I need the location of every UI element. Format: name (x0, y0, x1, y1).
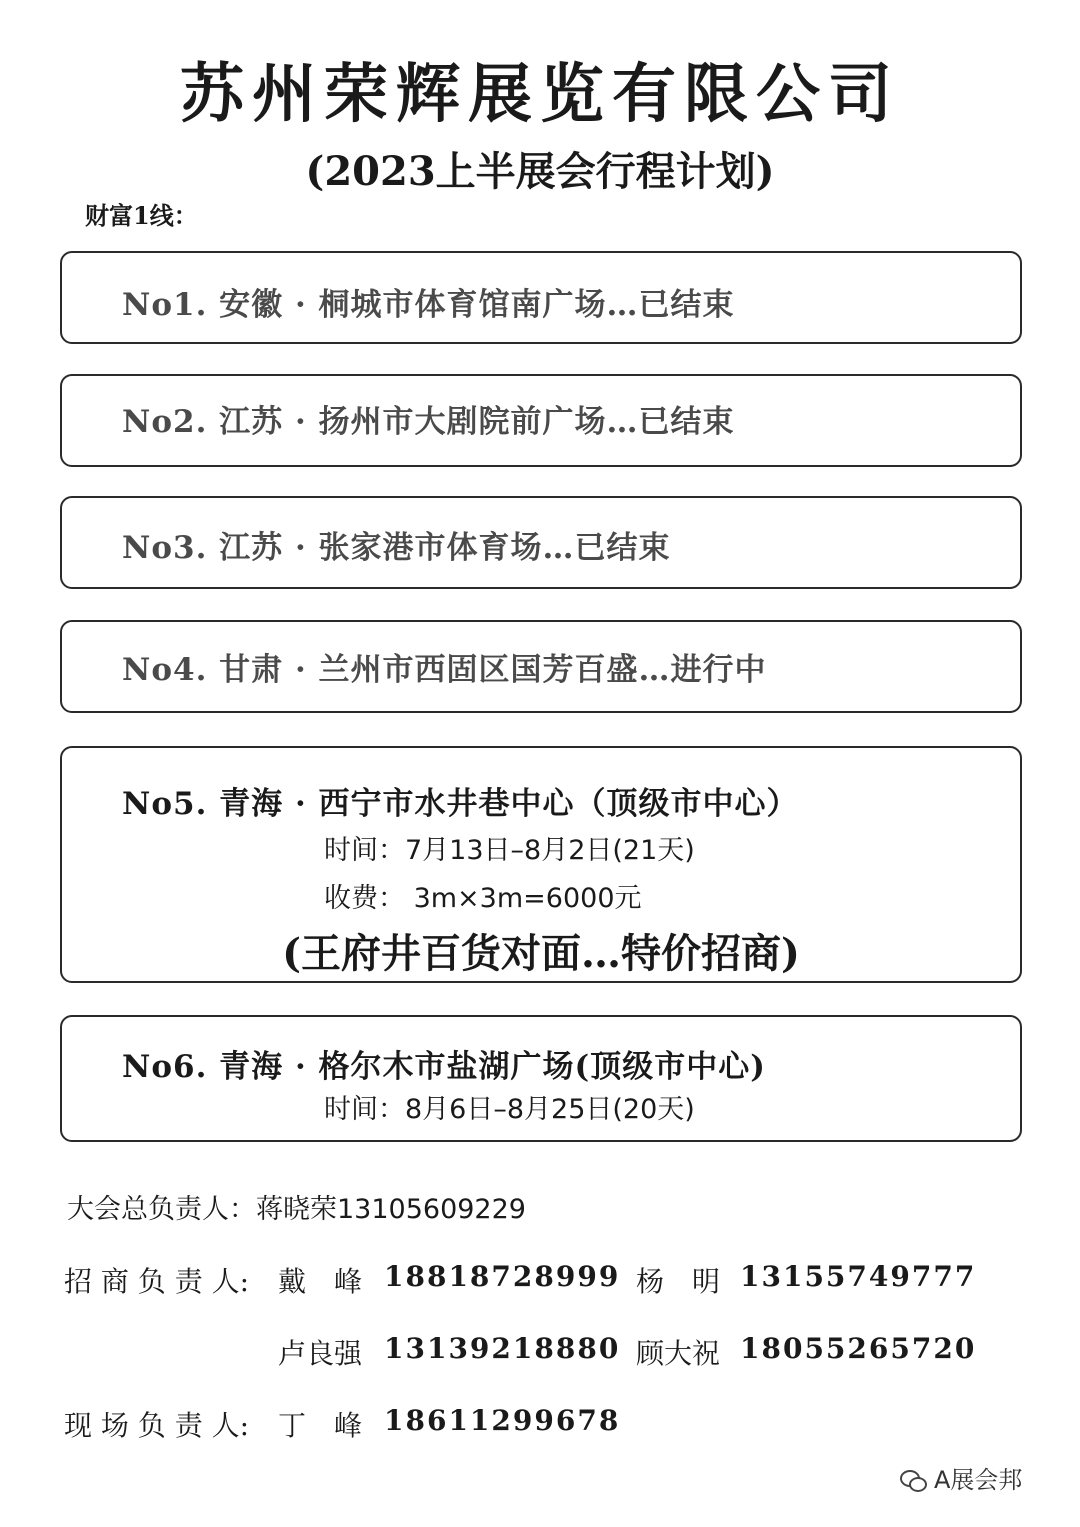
general-manager-label: 大会总负责人： (67, 1194, 256, 1225)
event-title: No2. 江苏 · 扬州市大剧院前广场…已结束 (122, 404, 735, 440)
watermark (900, 1460, 1022, 1495)
event-card-1 (60, 251, 1022, 344)
investment-contact-phone: 13139218880 (384, 1332, 621, 1365)
investment-contact-phone: 13155749777 (740, 1260, 977, 1293)
event-card-2 (60, 374, 1022, 467)
route-label: 财富1线： (85, 201, 198, 230)
schedule-subtitle: (2023上半展会行程计划) (305, 148, 775, 195)
investment-contact-name: 卢良强 (278, 1337, 363, 1370)
event-title: No5. 青海 · 西宁市水井巷中心（顶级市中心） (122, 786, 799, 822)
wechat-icon (900, 1470, 928, 1492)
event-promo: (王府井百货对面…特价招商) (282, 930, 800, 977)
event-card-6 (60, 1015, 1022, 1142)
event-time: 时间：8月6日–8月25日(20天) (324, 1094, 695, 1125)
onsite-label: 现 场 负 责 人: (64, 1409, 250, 1442)
investment-contact-phone: 18055265720 (740, 1332, 977, 1365)
event-card-4 (60, 620, 1022, 713)
event-card-5 (60, 746, 1022, 983)
watermark-text: A展会邦 (934, 1466, 1023, 1494)
investment-contact-name: 戴 峰 (278, 1265, 363, 1298)
general-manager-phone: 13105609229 (337, 1194, 526, 1225)
event-time: 时间：7月13日–8月2日(21天) (324, 835, 695, 866)
investment-label: 招 商 负 责 人: (64, 1265, 250, 1298)
onsite-contact-phone: 18611299678 (384, 1404, 621, 1437)
event-title: No4. 甘肃 · 兰州市西固区国芳百盛…进行中 (122, 652, 767, 688)
general-manager-row (67, 1187, 526, 1226)
event-title: No3. 江苏 · 张家港市体育场…已结束 (122, 530, 671, 566)
company-title: 苏州荣辉展览有限公司 (180, 57, 900, 132)
onsite-contact-name: 丁 峰 (278, 1409, 363, 1442)
general-manager-name: 蒋晓荣 (256, 1194, 337, 1225)
event-title: No1. 安徽 · 桐城市体育馆南广场…已结束 (122, 287, 735, 323)
investment-contact-phone: 18818728999 (384, 1260, 621, 1293)
event-card-3 (60, 496, 1022, 589)
investment-contact-name: 顾大祝 (636, 1337, 721, 1370)
event-title: No6. 青海 · 格尔木市盐湖广场(顶级市中心) (122, 1049, 766, 1085)
investment-contact-name: 杨 明 (636, 1265, 721, 1298)
event-fee: 收费： 3m×3m=6000元 (324, 883, 642, 914)
